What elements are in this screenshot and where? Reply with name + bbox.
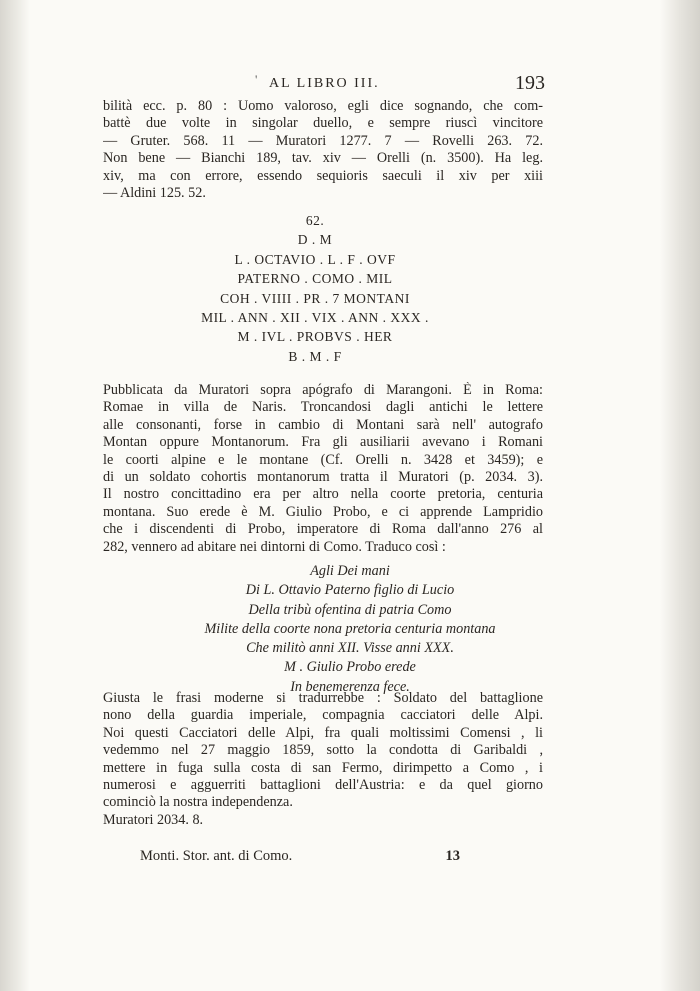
text-line: xiv, ma con errore, essendo sequioris saeculi il xiv per xiii <box>103 167 543 184</box>
translation-line: Milite della coorte nona pretoria centuria montana <box>204 620 496 637</box>
commentary-paragraph <box>103 382 543 556</box>
page-edge-shadow <box>660 0 700 991</box>
translation-line: Della tribù ofentina di patria Como <box>248 601 452 618</box>
text-line: mettere in fuga sulla costa di san Fermo, dirimpetto a Como , i <box>103 759 543 776</box>
text-line: le coorti alpine e le montane (Cf. Orelli n. 3428 et 3459); e <box>103 451 543 468</box>
inscription-line: B . M . F <box>288 348 342 364</box>
translation-line: M . Giulio Probo erede <box>284 659 416 676</box>
text-line: alle consonanti, forse in cambio di Montani sarà nell' autografo <box>103 416 543 433</box>
text-line: nono della guardia imperiale, compagnia cacciatori delle Alpi. <box>103 707 543 724</box>
translation-block <box>150 562 550 697</box>
signature-mark: 13 <box>445 848 460 864</box>
inscription-block <box>160 211 470 366</box>
translation-line: Che militò anni XII. Visse anni XXX. <box>246 640 454 657</box>
text-line: Giusta le frasi moderne si tradurrebbe : Soldato del battaglione <box>103 690 543 706</box>
inscription-line: L . OCTAVIO . L . F . OVF <box>234 251 396 267</box>
text-line: 282, vennero ad abitare nei dintorni di Como. Traduco così : <box>103 538 446 555</box>
text-line: che i discendenti di Probo, imperatore di Roma dall'anno 276 al <box>103 521 543 538</box>
inscription-line: MIL . ANN . XII . VIX . ANN . XXX . <box>201 309 429 325</box>
translation-line: In benemerenza fece. <box>290 678 410 695</box>
text-line: cominciò la nostra independenza. <box>103 794 293 811</box>
paragraph-continuation <box>103 98 543 202</box>
text-line: Romae in villa de Naris. Troncandosi dagli antichi le lettere <box>103 399 543 416</box>
text-line: di un soldato cohortis montanorum tratta il Muratori (p. 2034. 3). <box>103 468 543 485</box>
inscription-line: D . M <box>297 232 333 248</box>
text-line: — Aldini 125. 52. <box>103 184 206 201</box>
page-number: 193 <box>515 72 545 94</box>
text-line: montana. Suo erede è M. Giulio Probo, e ci apprende Lampridio <box>103 503 543 520</box>
header-title: AL LIBRO III. <box>269 76 380 91</box>
text-line: vedemmo nel 27 maggio 1859, sotto la condotta di Garibaldi , <box>103 742 543 759</box>
header-mark: ' <box>255 72 258 87</box>
page-gutter-shadow <box>0 0 30 991</box>
text-line: Il nostro concittadino era per altro nella coorte pretoria, centuria <box>103 486 543 503</box>
closing-paragraph <box>103 690 543 829</box>
text-line: battè due volte in singolar duello, e sempre riuscì vincitore <box>103 115 543 132</box>
text-line: Non bene — Bianchi 189, tav. xiv — Orelli (n. 3500). Ha leg. <box>103 150 543 167</box>
inscription-line: PATERNO . COMO . MIL <box>237 271 393 287</box>
inscription-number: 62. <box>305 213 325 228</box>
translation-line: Di L. Ottavio Paterno figlio di Lucio <box>245 582 455 599</box>
footer-reference: Monti. Stor. ant. di Como. <box>140 848 293 864</box>
text-line: Noi questi Cacciatori delle Alpi, fra quali moltissimi Comensi , li <box>103 724 543 741</box>
text-line: Montan oppure Montanorum. Fra gli ausiliarii avevano i Romani <box>103 434 543 451</box>
inscription-line: COH . VIIII . PR . 7 MONTANI <box>220 290 410 306</box>
text-line: — Gruter. 568. 11 — Muratori 1277. 7 — Rovelli 263. 72. <box>103 132 543 149</box>
inscription-line: M . IVL . PROBVS . HER <box>237 329 393 345</box>
text-line: bilità ecc. p. 80 : Uomo valoroso, egli dice sognando, che com- <box>103 98 543 114</box>
page-footer <box>140 848 460 872</box>
text-line: numerosi e agguerriti battaglioni dell'Austria: e da quel giorno <box>103 776 543 793</box>
citation-line: Muratori 2034. 8. <box>103 811 204 828</box>
translation-line: Agli Dei mani <box>310 563 390 579</box>
text-line: Pubblicata da Muratori sopra apógrafo di Marangoni. È in Roma: <box>103 382 543 398</box>
running-header <box>255 72 545 98</box>
